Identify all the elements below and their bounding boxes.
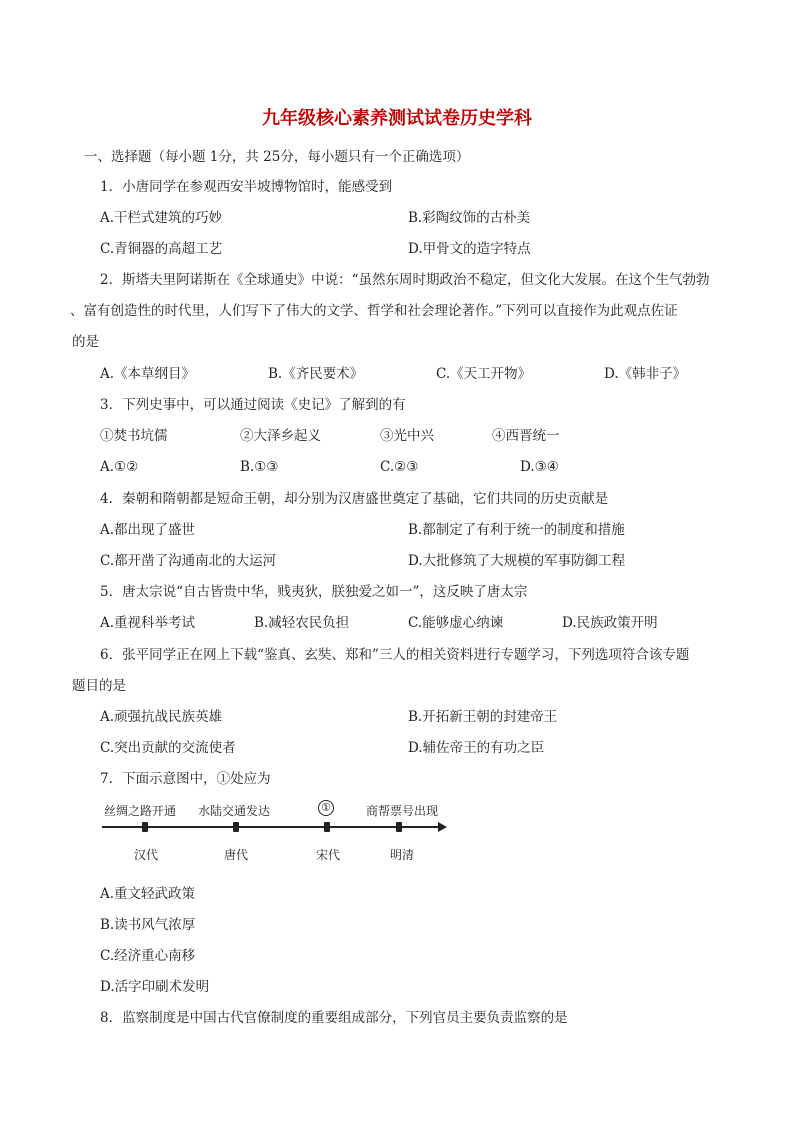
- question-2-stem-line2: 、富有创造性的时代里，人们写下了伟大的文学、哲学和社会理论著作。”下列可以直接作为此观点佐证: [70, 303, 678, 319]
- question-8-stem: 8．监察制度是中国古代官僚制度的重要组成部分，下列官员主要负责监察的是: [100, 1010, 568, 1026]
- section-heading: 一、选择题（每小题 1分，共 25分，每小题只有一个正确选项）: [84, 149, 470, 165]
- timeline-era-ming-qing: 明清: [390, 848, 415, 862]
- timeline-era-han: 汉代: [134, 848, 159, 862]
- q3-item-3: ③光中兴: [380, 428, 434, 444]
- q3-item-1: ①焚书坑儒: [100, 428, 168, 444]
- q2-option-b[interactable]: B.《齐民要术》: [268, 366, 364, 382]
- timeline-blank-marker: ①: [318, 800, 334, 816]
- timeline-tick-han: [142, 822, 148, 832]
- timeline-arrow-icon: [438, 822, 447, 832]
- timeline-axis: [102, 826, 442, 828]
- q2-option-d[interactable]: D.《韩非子》: [604, 366, 687, 382]
- timeline-tick-song: [324, 822, 330, 832]
- q6-option-d[interactable]: D.辅佐帝王的有功之臣: [408, 740, 545, 756]
- question-4-stem: 4．秦朝和隋朝都是短命王朝，却分别为汉唐盛世奠定了基础，它们共同的历史贡献是: [100, 491, 609, 507]
- q5-option-c[interactable]: C.能够虚心纳谏: [408, 615, 504, 631]
- q6-option-a[interactable]: A.顽强抗战民族英雄: [100, 709, 223, 725]
- question-5-stem: 5．唐太宗说“自古皆贵中华，贱夷狄，朕独爱之如一”，这反映了唐太宗: [100, 584, 528, 600]
- q4-option-d[interactable]: D.大批修筑了大规模的军事防御工程: [408, 553, 626, 569]
- q3-option-c[interactable]: C.②③: [380, 459, 419, 475]
- q3-option-b[interactable]: B.①③: [240, 459, 279, 475]
- q1-option-b[interactable]: B.彩陶纹饰的古朴美: [408, 210, 531, 226]
- q7-option-b[interactable]: B.读书风气浓厚: [100, 917, 196, 933]
- q1-option-c[interactable]: C.青铜器的高超工艺: [100, 241, 223, 257]
- q3-item-2: ②大泽乡起义: [240, 428, 321, 444]
- q5-option-b[interactable]: B.减轻农民负担: [254, 615, 350, 631]
- q6-option-c[interactable]: C.突出贡献的交流使者: [100, 740, 236, 756]
- question-2-stem-line3: 的是: [72, 334, 99, 350]
- q7-option-a[interactable]: A.重文轻武政策: [100, 886, 196, 902]
- q4-option-a[interactable]: A.都出现了盛世: [100, 522, 196, 538]
- q4-option-b[interactable]: B.都制定了有利于统一的制度和措施: [408, 522, 625, 538]
- timeline-label-silk-road: 丝绸之路开通: [104, 804, 177, 818]
- question-2-stem-line1: 2．斯塔夫里阿诺斯在《全球通史》中说：“虽然东周时期政治不稳定，但文化大发展。在这个生气勃勃: [100, 272, 710, 288]
- q4-option-c[interactable]: C.都开凿了沟通南北的大运河: [100, 553, 277, 569]
- q3-option-d[interactable]: D.③④: [520, 459, 559, 475]
- timeline-era-tang: 唐代: [224, 848, 249, 862]
- q6-option-b[interactable]: B.开拓新王朝的封建帝王: [408, 709, 558, 725]
- timeline-label-merchants: 商帮票号出现: [366, 804, 439, 818]
- timeline-tick-ming-qing: [396, 822, 402, 832]
- q5-option-a[interactable]: A.重视科举考试: [100, 615, 196, 631]
- question-6-stem-line1: 6．张平同学正在网上下载“鉴真、玄奘、郑和”三人的相关资料进行专题学习，下列选项符合该专题: [100, 647, 690, 663]
- timeline-label-transport: 水陆交通发达: [198, 804, 271, 818]
- timeline-era-song: 宋代: [316, 848, 341, 862]
- timeline-tick-tang: [233, 822, 239, 832]
- page-title: 九年级核心素养测试试卷历史学科: [262, 108, 532, 129]
- question-1-stem: 1．小唐同学在参观西安半坡博物馆时，能感受到: [100, 179, 393, 195]
- q5-option-d[interactable]: D.民族政策开明: [562, 615, 658, 631]
- q3-option-a[interactable]: A.①②: [100, 459, 139, 475]
- question-3-stem: 3．下列史事中，可以通过阅读《史记》了解到的有: [100, 397, 406, 413]
- q2-option-a[interactable]: A.《本草纲目》: [100, 366, 196, 382]
- question-7-stem: 7．下面示意图中，①处应为: [100, 771, 271, 787]
- q3-item-4: ④西晋统一: [492, 428, 560, 444]
- q1-option-a[interactable]: A.干栏式建筑的巧妙: [100, 210, 223, 226]
- q7-option-c[interactable]: C.经济重心南移: [100, 948, 196, 964]
- q1-option-d[interactable]: D.甲骨文的造字特点: [408, 241, 531, 257]
- question-6-stem-line2: 题目的是: [72, 678, 126, 694]
- q2-option-c[interactable]: C.《天工开物》: [436, 366, 532, 382]
- q7-option-d[interactable]: D.活字印刷术发明: [100, 979, 210, 995]
- timeline-diagram: [100, 800, 460, 870]
